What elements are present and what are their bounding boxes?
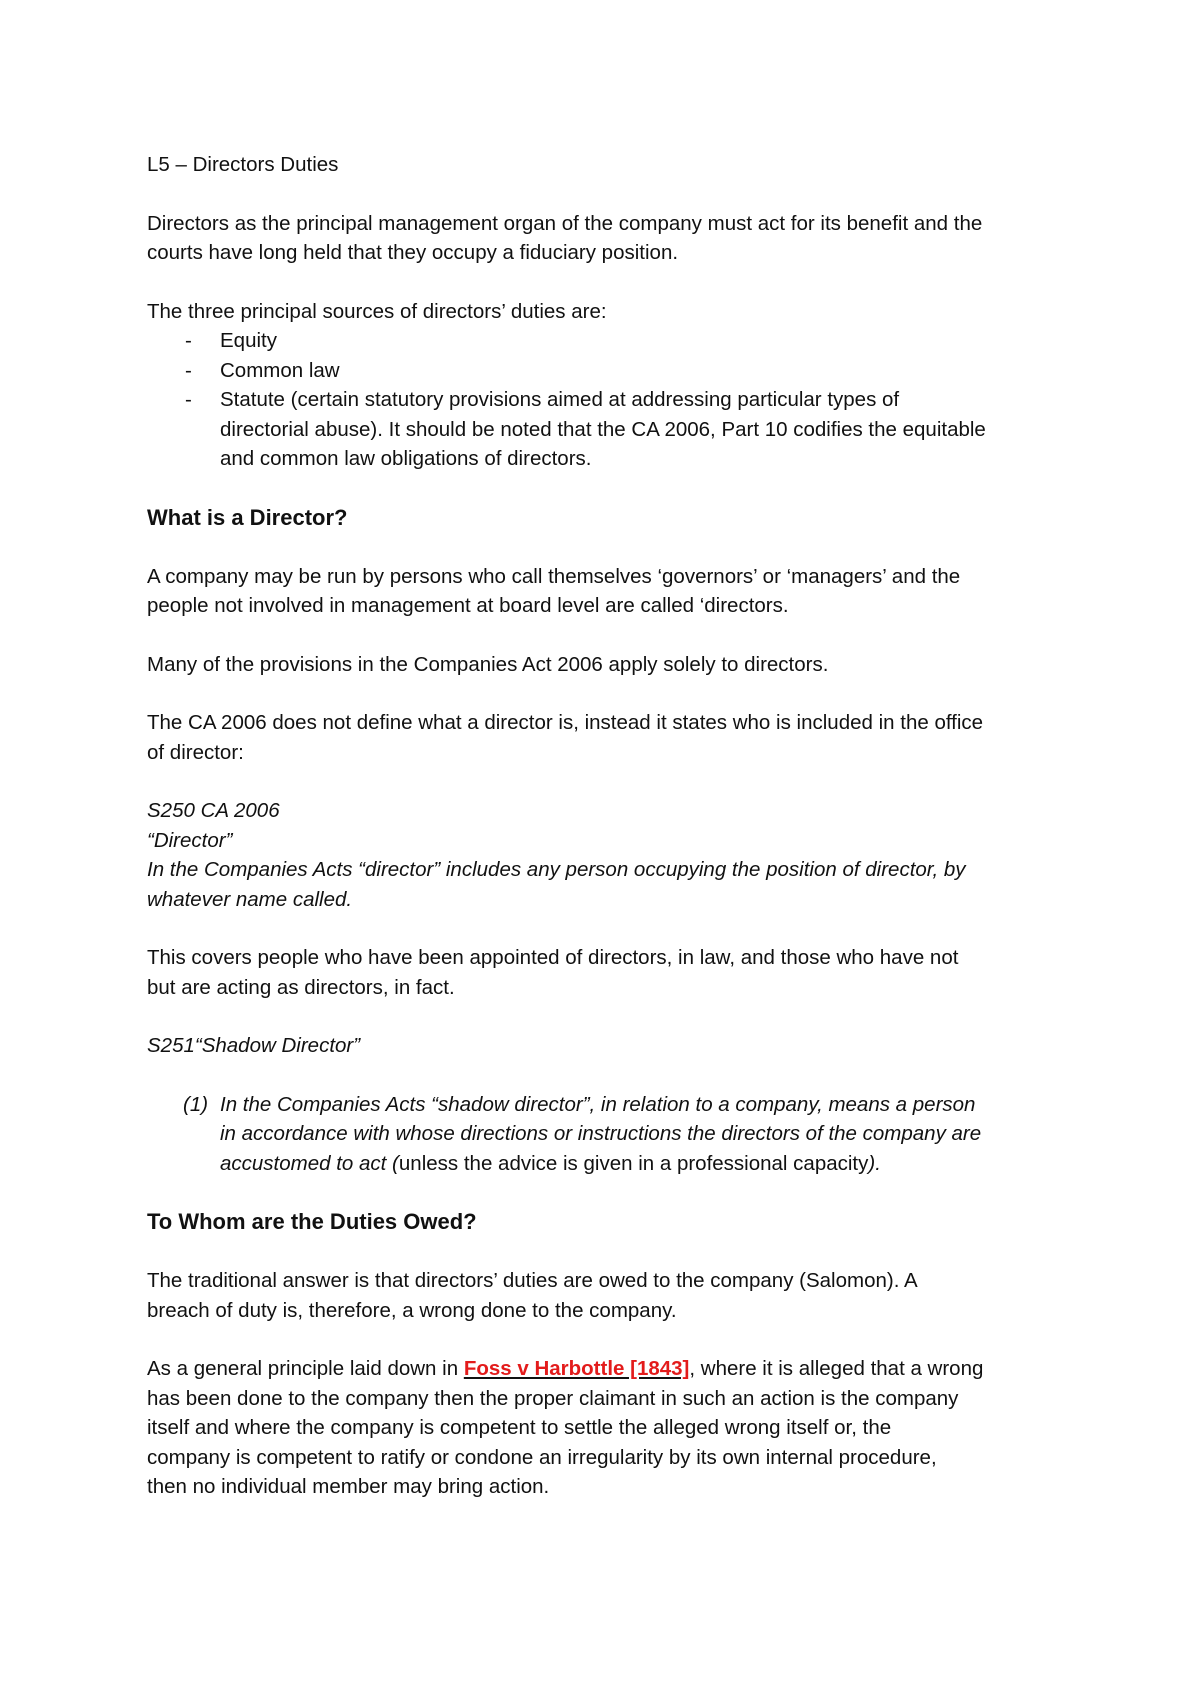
paragraph [147, 1266, 1077, 1325]
paragraph [147, 562, 1077, 621]
sources-lead: The three principal sources of directors’ duties are: [147, 299, 607, 323]
list-item-text: directorial abuse). It should be noted that the CA 2006, Part 10 codifies the equitable [220, 417, 986, 441]
text-line: The traditional answer is that directors’ duties are owed to the company (Salomon). A [147, 1269, 918, 1292]
section-heading: What is a Director? [147, 504, 348, 530]
text-line: then no individual member may bring action. [147, 1475, 550, 1498]
list-item-text: Equity [220, 329, 277, 352]
text-line: This covers people who have been appointed of directors, in law, and those who have not [147, 946, 959, 969]
text-line: itself and where the company is competent to settle the alleged wrong itself or, the [147, 1416, 892, 1439]
list-item [147, 385, 1077, 474]
case-citation: Foss v Harbottle [1843] [463, 1357, 690, 1380]
statute-subsection-list [147, 1090, 1077, 1179]
text-line: but are acting as directors, in fact. [147, 975, 455, 999]
text-line: Directors as the principal management organ of the company must act for its benefit and the [147, 211, 983, 235]
text-line: in accordance with whose directions or instructions the directors of the company are [220, 1122, 982, 1145]
statute-subsection [147, 1090, 1077, 1179]
paragraph [147, 1354, 1077, 1502]
text-line: In the Companies Acts “director” includes any person occupying the position of director, by [147, 858, 966, 881]
italic-fragment: ). [868, 1151, 881, 1175]
document-body [147, 150, 1077, 1502]
normal-fragment: unless the advice is given in a professional capacity [398, 1151, 869, 1175]
text-line: The CA 2006 does not define what a director is, instead it states who is included in the office [147, 711, 984, 734]
text-line: people not involved in management at board level are called ‘directors. [147, 594, 789, 617]
text-fragment: , where it is alleged that a wrong [689, 1357, 984, 1380]
text-line: breach of duty is, therefore, a wrong done to the company. [147, 1298, 677, 1322]
document-title: L5 – Directors Duties [147, 153, 339, 176]
text-line [147, 1354, 1077, 1384]
text-line: whatever name called. [147, 887, 353, 911]
list-item-text: Common law [220, 358, 340, 382]
text-line: company is competent to ratify or condone an irregularity by its own internal procedure, [147, 1445, 937, 1469]
dash-bullet: - [185, 388, 192, 411]
list-item [147, 326, 1077, 356]
subsection-number: (1) [183, 1092, 209, 1116]
italic-fragment: accustomed to act ( [220, 1151, 399, 1175]
list-item-text: Statute (certain statutory provisions aimed at addressing particular types of [220, 388, 900, 411]
text-line: A company may be run by persons who call themselves ‘governors’ or ‘managers’ and the [147, 564, 961, 588]
statute-citation: S251“Shadow Director” [147, 1034, 361, 1057]
statute-term: “Director” [147, 828, 233, 852]
list-item-text: and common law obligations of directors. [220, 447, 592, 470]
text-line: has been done to the company then the proper claimant in such an action is the company [147, 1386, 959, 1410]
sources-list [147, 326, 1077, 474]
text-line [220, 1149, 1077, 1179]
dash-bullet: - [185, 329, 192, 352]
intro-paragraph [147, 209, 1077, 268]
text-fragment: As a general principle laid down in [147, 1357, 464, 1380]
dash-bullet: - [185, 358, 192, 382]
section-heading: To Whom are the Duties Owed? [147, 1209, 477, 1234]
paragraph: Many of the provisions in the Companies Act 2006 apply solely to directors. [147, 652, 829, 676]
text-line: courts have long held that they occupy a fiduciary position. [147, 241, 679, 264]
text-line: In the Companies Acts “shadow director”, in relation to a company, means a person [220, 1092, 976, 1116]
statute-citation: S250 CA 2006 [147, 799, 280, 822]
paragraph [147, 943, 1077, 1002]
statute-quote [147, 796, 1077, 914]
paragraph [147, 708, 1077, 767]
list-item [147, 356, 1077, 386]
text-line: of director: [147, 740, 244, 764]
